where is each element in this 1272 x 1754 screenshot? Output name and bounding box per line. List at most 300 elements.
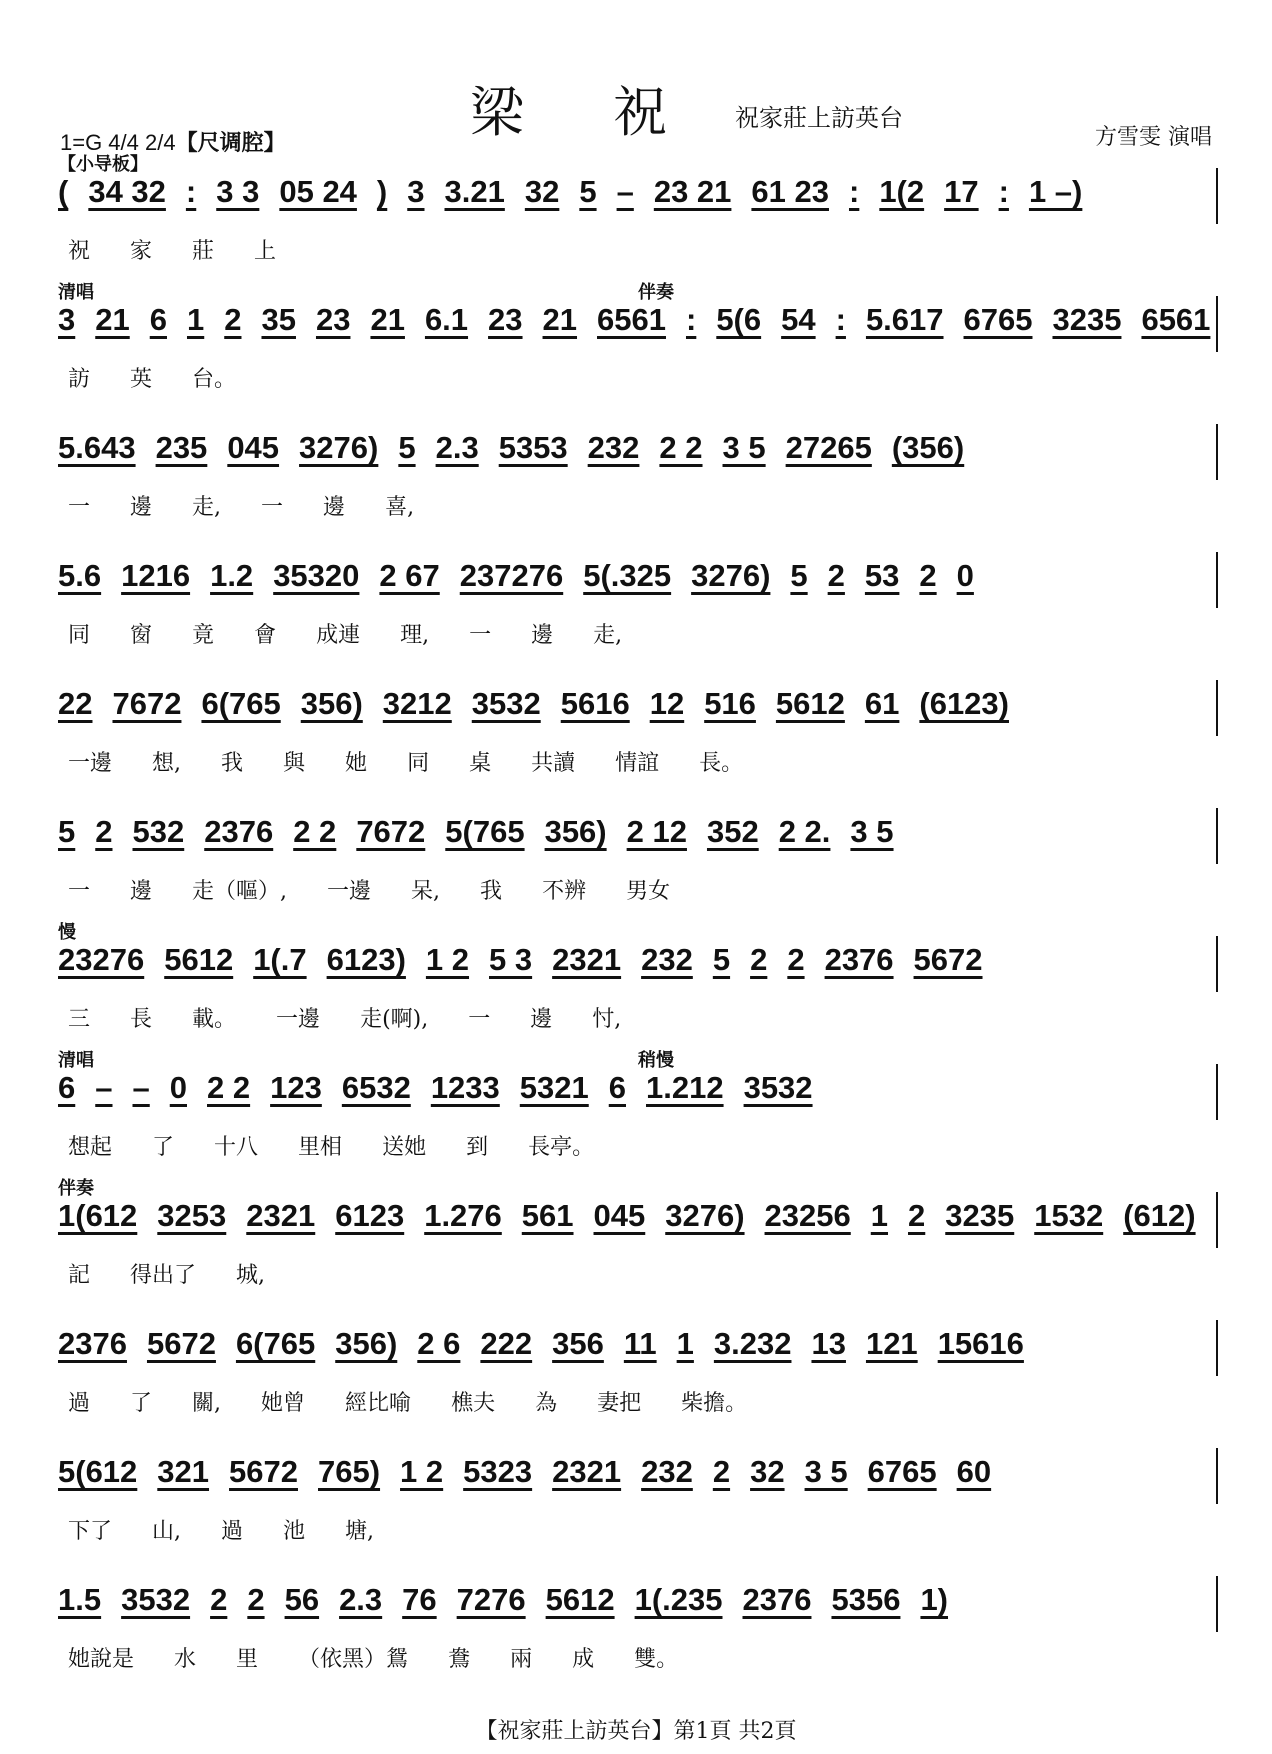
note-group: 6561 <box>597 302 666 337</box>
lyric-word: 走, <box>593 623 623 648</box>
note-group: 1 2 <box>400 1454 444 1489</box>
bar-line <box>1216 1192 1218 1248</box>
note-group: 32 <box>524 174 560 209</box>
note-group: 2376 <box>742 1582 812 1617</box>
note-group: 15616 <box>937 1326 1024 1361</box>
note-group: 2 <box>908 1198 926 1233</box>
note-group: 2321 <box>246 1198 316 1233</box>
note-group: 23 <box>315 302 351 337</box>
note-group: 356) <box>300 686 363 721</box>
lyrics-line <box>68 618 1218 649</box>
note-group: 5672 <box>913 942 983 977</box>
bar-line <box>1216 424 1218 480</box>
notation-line <box>58 302 1218 338</box>
lyric-word: （依黑）鴛 <box>298 1647 409 1672</box>
performer: 方雪雯 演唱 <box>1095 125 1212 150</box>
note-group: 5323 <box>463 1454 533 1489</box>
note-group: 2 2 <box>207 1070 251 1105</box>
lyric-word: 關, <box>192 1391 222 1416</box>
lyric-word: 走, <box>192 495 222 520</box>
note-group: : <box>998 174 1009 209</box>
note-group: 532 <box>132 814 185 849</box>
bar-line <box>1216 296 1218 352</box>
note-group: 5 3 <box>489 942 533 977</box>
lyric-word: 走(啊), <box>360 1007 429 1032</box>
note-group: 765) <box>318 1454 381 1489</box>
lyrics-line <box>68 1514 1218 1545</box>
note-group: 2 6 <box>417 1326 461 1361</box>
note-group: 5616 <box>560 686 630 721</box>
note-group: 356) <box>335 1326 398 1361</box>
lyric-word: 一邊 <box>68 751 113 776</box>
bar-line <box>1216 168 1218 224</box>
note-group: 3235 <box>1052 302 1122 337</box>
note-group: 561 <box>521 1198 574 1233</box>
lyric-word: 一邊 <box>327 879 372 904</box>
note-group: 1.2 <box>210 558 254 593</box>
lyric-word: 鴦 <box>448 1647 471 1672</box>
note-group: 1 <box>870 1198 889 1233</box>
lyric-word: 男女 <box>626 879 671 904</box>
note-group: 045 <box>593 1198 646 1233</box>
note-group: 1) <box>920 1582 949 1617</box>
note-group: 3.232 <box>713 1326 792 1361</box>
lyrics-line <box>68 874 1218 905</box>
bar-line <box>1216 808 1218 864</box>
lyric-word: 下了 <box>68 1519 113 1544</box>
note-group: (612) <box>1123 1198 1196 1233</box>
lyric-word: 一 <box>261 495 284 520</box>
note-group: 6.1 <box>424 302 469 337</box>
note-group: 2376 <box>824 942 894 977</box>
note-group: 61 23 <box>751 174 829 209</box>
lyric-word: 桌 <box>469 751 492 776</box>
note-group: 76 <box>402 1582 437 1617</box>
note-group: 34 32 <box>88 174 166 209</box>
note-group: 5(612 <box>58 1454 138 1489</box>
note-group: 232 <box>641 1454 693 1489</box>
lyric-word: 莊 <box>192 239 215 264</box>
note-group: 35320 <box>273 558 360 593</box>
lyric-word: 了 <box>130 1391 153 1416</box>
note-group: 5 <box>579 174 597 209</box>
lyric-word: 邊 <box>323 495 346 520</box>
note-group: 1.212 <box>646 1070 724 1105</box>
score-system <box>58 150 1218 278</box>
lyric-word: 台。 <box>192 367 237 392</box>
note-group: 61 <box>864 686 900 721</box>
note-group: 12 <box>649 686 685 721</box>
lyric-word: 山, <box>152 1519 182 1544</box>
note-group: (6123) <box>919 686 1009 721</box>
lyric-word: 柴擔。 <box>681 1391 748 1416</box>
note-group: 6 <box>58 1070 76 1105</box>
note-group: 2 <box>750 942 768 977</box>
note-group: 5612 <box>775 686 845 721</box>
note-group: 2 <box>827 558 845 593</box>
lyric-word: 成 <box>572 1647 595 1672</box>
note-group: 3 3 <box>216 174 260 209</box>
note-group: 21 <box>95 302 130 337</box>
lyric-word: 會 <box>254 623 277 648</box>
note-group: 1 <box>676 1326 694 1361</box>
note-group: 2 <box>95 814 113 849</box>
note-group: 1532 <box>1034 1198 1104 1233</box>
lyric-word: 同 <box>68 623 91 648</box>
note-group: 3 5 <box>722 430 766 465</box>
score-system <box>58 1174 1218 1302</box>
notation-line <box>58 942 1218 978</box>
note-group: 60 <box>956 1454 992 1489</box>
lyric-word: 妻把 <box>597 1391 642 1416</box>
lyric-word: 兩 <box>510 1647 533 1672</box>
note-group: 23276 <box>58 942 145 977</box>
note-group: 5 <box>790 558 808 593</box>
lyric-word: 一 <box>68 495 91 520</box>
note-group: 0 <box>956 558 974 593</box>
note-group: 56 <box>284 1582 320 1617</box>
note-group: 2 2 <box>293 814 337 849</box>
note-group: 123 <box>270 1070 322 1105</box>
note-group: 3532 <box>743 1070 813 1105</box>
lyric-word: 十八 <box>214 1135 259 1160</box>
note-group: 1.5 <box>58 1582 102 1617</box>
note-group: 352 <box>706 814 759 849</box>
note-group: : <box>835 302 846 337</box>
note-group: 356) <box>544 814 607 849</box>
lyric-word: 到 <box>466 1135 489 1160</box>
lyric-word: 過 <box>221 1519 244 1544</box>
lyric-word: 想, <box>152 751 182 776</box>
note-group: 3235 <box>945 1198 1015 1233</box>
note-group: 121 <box>865 1326 918 1361</box>
note-group: 53 <box>864 558 900 593</box>
notation-line <box>58 174 1218 210</box>
lyric-word: 為 <box>535 1391 558 1416</box>
note-group: 7672 <box>356 814 426 849</box>
score <box>58 150 1218 1686</box>
tempo-tag: 慢 <box>58 922 76 943</box>
note-group: 1(612 <box>58 1198 138 1233</box>
note-group: 2 12 <box>626 814 687 849</box>
notation-line <box>58 558 1218 594</box>
notation-line <box>58 686 1218 722</box>
note-group: 5672 <box>229 1454 298 1489</box>
note-group: 3253 <box>157 1198 227 1233</box>
note-group: 2.3 <box>435 430 479 465</box>
note-group: 21 <box>370 302 405 337</box>
note-group: 23 <box>488 302 523 337</box>
lyrics-line <box>68 1002 1218 1033</box>
lyric-word: 走（嘔）, <box>192 879 288 904</box>
lyric-word: 理, <box>400 623 430 648</box>
bar-line <box>1216 1320 1218 1376</box>
tempo-tag: 伴奏 <box>638 282 674 303</box>
note-group: 3 <box>58 302 76 337</box>
lyric-word: 呆, <box>411 879 441 904</box>
note-group: 3276) <box>665 1198 745 1233</box>
lyric-word: 塘, <box>345 1519 375 1544</box>
note-group: : <box>185 174 197 209</box>
note-group: 356 <box>552 1326 604 1361</box>
note-group: 1 2 <box>425 942 470 977</box>
note-group: 237276 <box>459 558 564 593</box>
note-group: 5672 <box>146 1326 216 1361</box>
note-group: 22 <box>58 686 93 721</box>
lyric-word: 城, <box>236 1263 266 1288</box>
note-group: ( <box>58 174 69 209</box>
lyric-word: 池 <box>283 1519 306 1544</box>
note-group: 6(765 <box>235 1326 316 1361</box>
lyric-word: 共讀 <box>531 751 576 776</box>
note-group: 3 5 <box>804 1454 848 1489</box>
lyric-word: 長亭。 <box>528 1135 595 1160</box>
note-group: 2 <box>712 1454 731 1489</box>
note-group: 5(6 <box>716 302 762 337</box>
lyric-word: 家 <box>130 239 153 264</box>
notation-line <box>58 1326 1218 1362</box>
note-group: 5321 <box>519 1070 589 1105</box>
lyric-word: 邊 <box>130 495 153 520</box>
note-group: 3212 <box>382 686 452 721</box>
lyric-word: 得出了 <box>130 1263 197 1288</box>
bar-line <box>1216 552 1218 608</box>
note-group: 3 <box>407 174 425 209</box>
page-title: 梁 祝 <box>470 81 704 144</box>
lyric-word: 情誼 <box>615 751 660 776</box>
page-footer: 【祝家莊上訪英台】第1頁 共2頁 <box>475 1719 797 1744</box>
lyric-word: 樵夫 <box>451 1391 496 1416</box>
bar-line <box>1216 680 1218 736</box>
note-group: 13 <box>811 1326 846 1361</box>
note-group: 2 67 <box>379 558 440 593</box>
notation-line <box>58 814 1218 850</box>
bar-line <box>1216 1064 1218 1120</box>
note-group: 5(.325 <box>583 558 672 593</box>
note-group: 05 24 <box>279 174 357 209</box>
note-group: 2 <box>919 558 937 593</box>
note-group: 6123) <box>326 942 406 977</box>
note-group: 23256 <box>764 1198 851 1233</box>
note-group: 6 <box>608 1070 626 1105</box>
note-group: 3276) <box>299 430 379 465</box>
lyric-word: 載。 <box>192 1007 237 1032</box>
note-group: – <box>616 174 634 209</box>
lyric-word: 了 <box>152 1135 175 1160</box>
note-group: 2 <box>787 942 805 977</box>
tempo-tag: 清唱 <box>58 282 94 303</box>
note-group: 6(765 <box>201 686 281 721</box>
lyric-word: 她曾 <box>261 1391 306 1416</box>
note-group: 5612 <box>545 1582 615 1617</box>
note-group: 1(.235 <box>634 1582 723 1617</box>
score-system <box>58 1430 1218 1558</box>
score-system <box>58 1302 1218 1430</box>
lyric-word: 記 <box>68 1263 91 1288</box>
note-group: 5353 <box>498 430 568 465</box>
score-system <box>58 406 1218 534</box>
note-group: 7672 <box>112 686 182 721</box>
notation-line <box>58 430 1218 466</box>
note-group: : <box>848 174 860 209</box>
score-system <box>58 790 1218 918</box>
note-group: 6765 <box>867 1454 937 1489</box>
lyric-word: 祝 <box>68 239 91 264</box>
lyric-word: 成連 <box>316 623 361 648</box>
note-group: 3532 <box>121 1582 191 1617</box>
note-group: 5.6 <box>58 558 102 593</box>
lyric-word: 水 <box>174 1647 197 1672</box>
note-group: 2376 <box>204 814 274 849</box>
note-group: 2 2. <box>778 814 831 849</box>
note-group: – <box>132 1070 150 1105</box>
lyric-word: 一 <box>468 1007 491 1032</box>
note-group: 2 <box>224 302 242 337</box>
note-group: 1216 <box>121 558 191 593</box>
bar-line <box>1216 1576 1218 1632</box>
note-group: 5612 <box>164 942 234 977</box>
lyrics-line <box>68 1386 1218 1417</box>
note-group: 11 <box>623 1326 657 1361</box>
note-group: 516 <box>704 686 756 721</box>
note-group: 0 <box>169 1070 187 1105</box>
lyric-word: 一 <box>68 879 91 904</box>
note-group: 27265 <box>785 430 872 465</box>
note-group: 2.3 <box>339 1582 383 1617</box>
note-group: 23 21 <box>653 174 732 209</box>
lyric-word: 同 <box>407 751 430 776</box>
score-system <box>58 1558 1218 1686</box>
note-group: 1 <box>186 302 205 337</box>
lyrics-line <box>68 1642 1218 1673</box>
bar-line <box>1216 1448 1218 1504</box>
note-group: 1233 <box>430 1070 500 1105</box>
note-group: 2 <box>210 1582 228 1617</box>
note-group: 5.643 <box>58 430 136 465</box>
note-group: ) <box>376 174 388 209</box>
lyrics-line <box>68 746 1218 777</box>
note-group: 5 <box>398 430 416 465</box>
note-group: 3532 <box>471 686 541 721</box>
note-group: 6532 <box>341 1070 411 1105</box>
lyric-word: 忖, <box>592 1007 622 1032</box>
note-group: 5 <box>712 942 731 977</box>
lyric-word: 英 <box>130 367 153 392</box>
note-group: 2 2 <box>659 430 703 465</box>
note-group: 6561 <box>1141 302 1211 337</box>
lyric-word: 窗 <box>130 623 153 648</box>
note-group: 6 <box>149 302 167 337</box>
tempo-tag: 清唱 <box>58 1050 94 1071</box>
note-group: 045 <box>227 430 280 465</box>
note-group: 5356 <box>831 1582 901 1617</box>
tempo-tag: 【小导板】 <box>58 154 148 175</box>
score-system <box>58 534 1218 662</box>
lyric-word: 與 <box>283 751 306 776</box>
score-system <box>58 278 1218 406</box>
note-group: 2321 <box>552 942 622 977</box>
lyric-word: 我 <box>480 879 503 904</box>
lyric-word: 雙。 <box>634 1647 679 1672</box>
note-group: 17 <box>944 174 979 209</box>
bar-line <box>1216 936 1218 992</box>
lyric-word: 一邊 <box>276 1007 321 1032</box>
page-subtitle: 祝家莊上訪英台 <box>735 104 903 132</box>
note-group: 232 <box>641 942 693 977</box>
lyrics-line <box>68 234 1218 265</box>
note-group: 2376 <box>58 1326 127 1361</box>
notation-line <box>58 1582 1218 1618</box>
note-group: 6123 <box>335 1198 405 1233</box>
note-group: 2321 <box>552 1454 622 1489</box>
note-group: 3 5 <box>850 814 894 849</box>
lyric-word: 長。 <box>699 751 744 776</box>
lyric-word: 想起 <box>68 1135 113 1160</box>
note-group: : <box>685 302 697 337</box>
tempo-tag: 稍慢 <box>638 1050 674 1071</box>
note-group: 1.276 <box>424 1198 502 1233</box>
notation-line <box>58 1198 1218 1234</box>
note-group: 7276 <box>456 1582 526 1617</box>
note-group: 1(.7 <box>253 942 307 977</box>
lyric-word: 長 <box>130 1007 153 1032</box>
lyric-word: 上 <box>254 239 277 264</box>
lyric-word: 經比喻 <box>345 1391 412 1416</box>
lyric-word: 里 <box>236 1647 259 1672</box>
lyric-word: 一 <box>469 623 492 648</box>
lyrics-line <box>68 1130 1218 1161</box>
note-group: 5.617 <box>865 302 944 337</box>
note-group: 35 <box>261 302 296 337</box>
note-group: (356) <box>891 430 965 465</box>
note-group: 3276) <box>691 558 771 593</box>
notation-line <box>58 1454 1218 1490</box>
note-group: 32 <box>750 1454 785 1489</box>
note-group: 5(765 <box>445 814 525 849</box>
score-system <box>58 1046 1218 1174</box>
score-system <box>58 918 1218 1046</box>
lyric-word: 喜, <box>385 495 415 520</box>
lyric-word: 我 <box>221 751 244 776</box>
lyric-word: 邊 <box>130 879 153 904</box>
note-group: 3.21 <box>444 174 505 209</box>
note-group: 5 <box>58 814 76 849</box>
lyric-word: 訪 <box>68 367 91 392</box>
note-group: 222 <box>480 1326 533 1361</box>
tune-tag: 【尺调腔】 <box>175 130 286 155</box>
note-group: 6765 <box>963 302 1033 337</box>
lyric-word: 竟 <box>192 623 215 648</box>
note-group: 54 <box>781 302 816 337</box>
notation-line <box>58 1070 1218 1106</box>
note-group: 235 <box>155 430 208 465</box>
lyric-word: 不辨 <box>542 879 587 904</box>
key-text: 1=G 4/4 2/4 <box>60 130 176 155</box>
lyric-word: 三 <box>68 1007 91 1032</box>
note-group: 1(2 <box>879 174 925 209</box>
lyrics-line <box>68 1258 1218 1289</box>
note-group: 1 –) <box>1028 174 1083 209</box>
score-system <box>58 662 1218 790</box>
lyric-word: 送她 <box>382 1135 427 1160</box>
note-group: 21 <box>542 302 578 337</box>
lyric-word: 里相 <box>298 1135 343 1160</box>
lyrics-line <box>68 490 1218 521</box>
lyric-word: 她說是 <box>68 1647 135 1672</box>
note-group: 321 <box>157 1454 210 1489</box>
note-group: – <box>95 1070 113 1105</box>
lyric-word: 邊 <box>530 1007 553 1032</box>
